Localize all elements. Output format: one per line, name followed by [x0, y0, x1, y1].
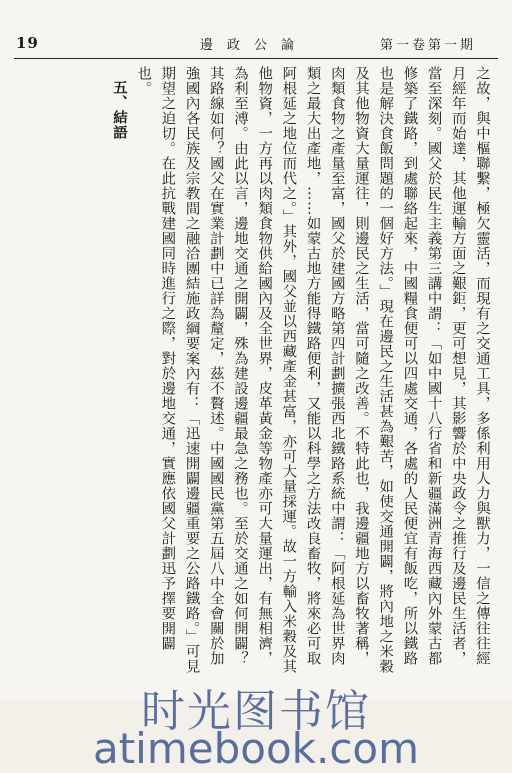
paragraph-continuation: 之故，與中樞聯繫，極欠靈活，而現有之交通工具，多係利用人力與獸力， — [474, 66, 490, 561]
article-body — [107, 66, 494, 678]
paragraph-body: 一信之傳往往經月經年而始達，其他運輸方面之艱鉅，更可想見，其影響於中央政令之推行及邊民生活者，當至深刻。國父於民生主義第三講中謂：「如中國十八行省和新疆滿洲青海西藏內外蒙古都修築了鐵路，到處聯絡起來，中國糧食便可以四處交通，各處的人民便宜有飯吃，所以鐵路也是解決食飯問題的一個好方法。」現在邊民之生活甚為艱苦，如使交通開闢，將內地之米穀及其他物資大量運往，則邊民之生活，當可隨之改善。不特此也，我邊疆地方以畜牧著稱，肉類食物之產量至富，國父於建國方略第四計劃擴張西北鐵路系統中謂：「阿根延為世界肉類之最大出產地，……如蒙古地方能得鐵路便利，又能以科學之方法改良畜牧，將來必可取阿根延之地位而代之。」其外，國父並以西藏產金甚富，亦可大量採運。故一方輸入米穀及其他物資，一方再以肉類食物供給國內及全世界，皮革黃金等物產亦可大量運出，有無相濟，為利至溥。由此以言，邊地交通之開闢，殊為建設邊疆最急之務也。至於交通之如何開闢？其路線如何？國父在實業計劃中已詳為釐定，茲不贅述。中國國民黨第五屆八中全會關於加強國內各民族及宗教間之融洽團結施政綱要案內有：「迅速開闢邊疆重要之公路鐵路。」可見期望之迫切。在此抗戰建國同時進行之際，對於邊地交通，實應依國父計劃迅予擇要開闢也。 — [135, 66, 490, 674]
section-heading: 五、結語 — [110, 80, 128, 141]
journal-title: 邊政公論 — [200, 38, 309, 53]
volume-issue: 第一卷第一期 — [380, 38, 477, 53]
watermark-english: atimebook.com — [92, 724, 420, 773]
watermark-chinese: 时光图书馆 — [141, 686, 371, 737]
page-number: 19 — [16, 34, 39, 52]
header-divider — [14, 58, 498, 59]
